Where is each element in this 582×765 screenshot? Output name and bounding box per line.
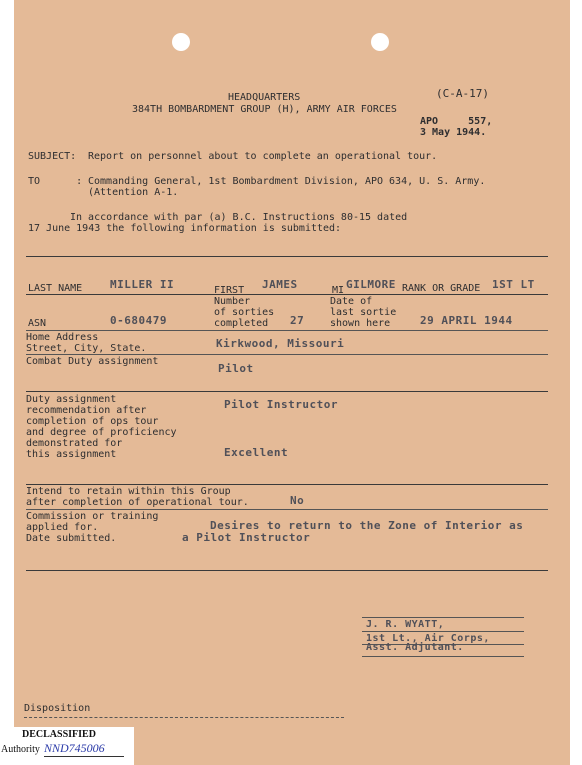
divider [24, 717, 344, 718]
document-page [14, 0, 570, 765]
signer-name: J. R. WYATT, [366, 619, 445, 630]
proficiency-value: Excellent [224, 446, 289, 459]
combat-duty-label: Combat Duty assignment [26, 356, 159, 367]
asn-label: ASN [28, 318, 47, 329]
retain-value: No [290, 494, 305, 507]
letterhead-title: HEADQUARTERS [228, 92, 301, 103]
mi-value: GILMORE [346, 278, 396, 291]
divider [26, 330, 548, 331]
divider [26, 354, 548, 355]
disposition-label: Disposition [24, 703, 91, 714]
commission-value: a Pilot Instructor [182, 531, 311, 544]
last-name-label: LAST NAME [28, 283, 83, 294]
declassified-title: DECLASSIFIED [22, 729, 96, 740]
subject-label: SUBJECT: [28, 151, 77, 162]
last-sortie-label: last sortie [330, 307, 397, 318]
signature-line [362, 631, 524, 632]
authority-underline [44, 756, 124, 757]
commission-value: Desires to return to the Zone of Interior as [210, 519, 524, 532]
last-sortie-label: shown here [330, 318, 391, 329]
duty-label: this assignment [26, 449, 117, 460]
to-line-1: Commanding General, 1st Bombardment Division, APO 634, U. S. Army. [88, 176, 486, 187]
divider [26, 484, 548, 485]
mi-label: MI [332, 285, 345, 296]
address-label: Street, City, State. [26, 343, 147, 354]
last-sortie-value: 29 APRIL 1944 [420, 314, 513, 327]
duty-label: demonstrated for [26, 438, 123, 449]
sorties-label: Number [214, 296, 251, 307]
punch-hole [172, 33, 190, 51]
commission-label: applied for. [26, 522, 99, 533]
first-name-value: JAMES [262, 278, 298, 291]
authority-label: Authority [1, 744, 40, 755]
commission-label: Commission or training [26, 511, 159, 522]
sorties-label: completed [214, 318, 269, 329]
duty-label: Duty assignment [26, 394, 117, 405]
document-code: (C-A-17) [436, 87, 489, 100]
sorties-value: 27 [290, 314, 305, 327]
authority-number: NND745006 [44, 741, 105, 755]
first-name-label: FIRST [214, 285, 245, 296]
last-sortie-label: Date of [330, 296, 373, 307]
duty-label: completion of ops tour [26, 416, 159, 427]
address-label: Home Address [26, 332, 99, 343]
duty-label: and degree of proficiency [26, 427, 177, 438]
to-line-2: (Attention A-1. [88, 187, 179, 198]
punch-hole [371, 33, 389, 51]
last-name-value: MILLER II [110, 278, 175, 291]
retain-label: after completion of operational tour. [26, 497, 249, 508]
duty-label: recommendation after [26, 405, 147, 416]
body-line-1: In accordance with par (a) B.C. Instructions 80-15 dated [70, 212, 408, 223]
rank-label: RANK OR GRADE [402, 283, 481, 294]
body-line-2: 17 June 1943 the following information is submitted: [28, 223, 342, 234]
address-value: Kirkwood, Missouri [216, 337, 345, 350]
divider [26, 256, 548, 257]
commission-label: Date submitted. [26, 533, 117, 544]
combat-duty-value: Pilot [218, 362, 254, 375]
divider [26, 509, 548, 510]
sorties-label: of sorties [214, 307, 275, 318]
to-label: TO : [28, 176, 83, 187]
document-date: 3 May 1944. [420, 127, 487, 138]
divider [26, 294, 548, 295]
rank-value: 1ST LT [492, 278, 535, 291]
duty-recommendation-value: Pilot Instructor [224, 398, 338, 411]
divider [26, 570, 548, 571]
divider [26, 391, 548, 392]
signer-rank: 1st Lt., Air Corps, [366, 633, 490, 644]
asn-value: 0-680479 [110, 314, 167, 327]
letterhead-unit: 384TH BOMBARDMENT GROUP (H), ARMY AIR FORCES [132, 104, 397, 115]
signature-line [362, 617, 524, 618]
signer-title: Asst. Adjutant. [366, 642, 464, 653]
apo-number: APO 557, [420, 116, 493, 127]
declassified-stamp [0, 727, 134, 765]
retain-label: Intend to retain within this Group [26, 486, 231, 497]
signature-line [362, 656, 524, 657]
subject-text: Report on personnel about to complete an operational tour. [88, 151, 438, 162]
